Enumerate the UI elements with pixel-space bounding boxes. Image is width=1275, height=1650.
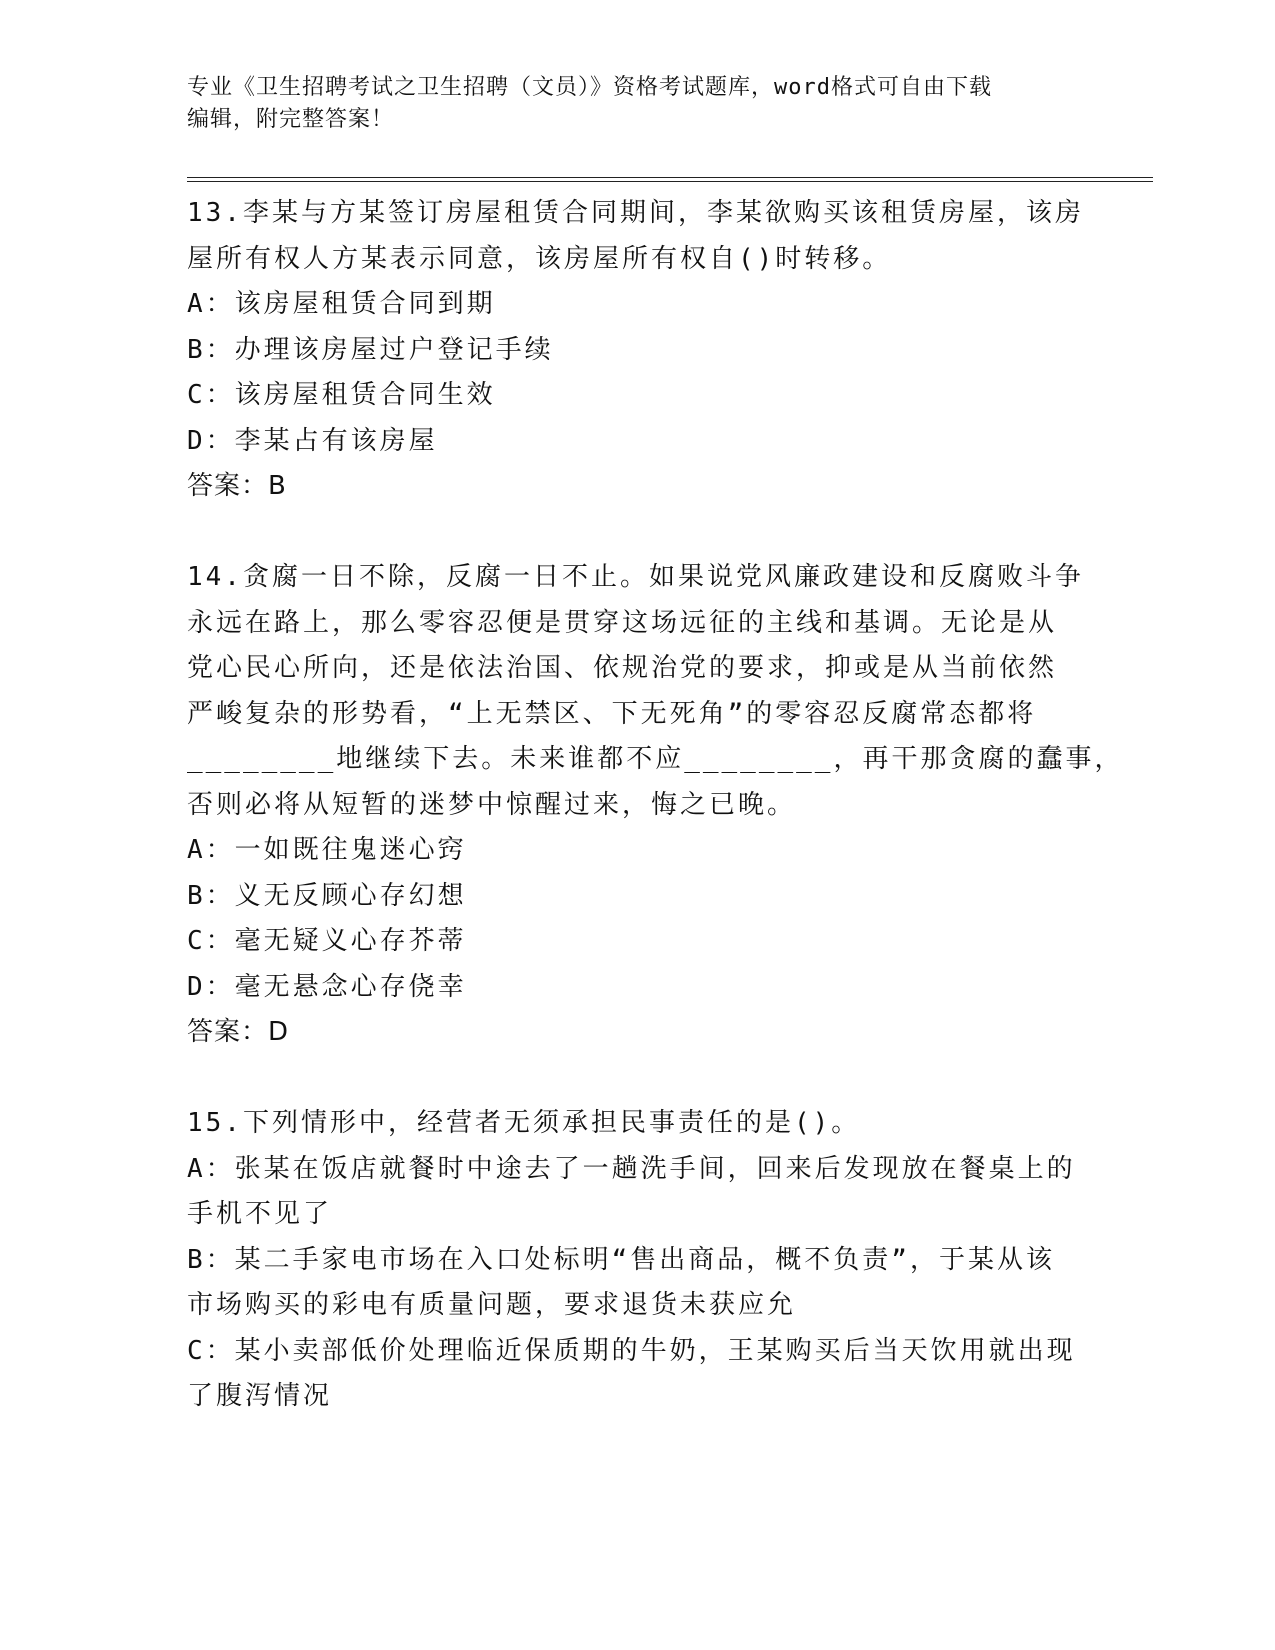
option-c-line: 了腹泻情况 xyxy=(187,1381,333,1411)
option-b: B：办理该房屋过户登记手续 xyxy=(187,334,554,365)
question-stem-line: 14.贪腐一日不除，反腐一日不止。如果说党风廉政建设和反腐败斗争 xyxy=(187,562,1084,592)
option-b-line: B：某二手家电市场在入口处标明“售出商品，概不负责”，于某从该 xyxy=(187,1244,1055,1275)
question-spacer xyxy=(187,510,1087,556)
option-c: C：毫无疑义心存芥蒂 xyxy=(187,926,467,956)
option-a: A：一如既往鬼迷心窍 xyxy=(187,835,467,865)
option-a: A：该房屋租赁合同到期 xyxy=(187,289,496,319)
answer-line: 答案：D xyxy=(187,1017,290,1047)
question-13 xyxy=(187,191,1087,510)
question-stem-line: 永远在路上，那么零容忍便是贯穿这场远征的主线和基调。无论是从 xyxy=(187,607,1058,638)
header-line: 编辑，附完整答案！ xyxy=(187,107,395,132)
question-stem-line: 屋所有权人方某表示同意，该房屋所有权自()时转移。 xyxy=(187,243,892,274)
option-a-line: 手机不见了 xyxy=(187,1199,333,1229)
question-14 xyxy=(187,555,1124,1056)
option-d: D：李某占有该房屋 xyxy=(187,425,438,456)
option-d: D：毫无悬念心存侥幸 xyxy=(187,971,467,1002)
option-b-line: 市场购买的彩电有质量问题，要求退货未获应允 xyxy=(187,1290,797,1320)
answer-line: 答案：B xyxy=(187,471,287,501)
question-stem-line: ________地继续下去。未来谁都不应________，再干那贪腐的蠢事， xyxy=(187,744,1124,774)
option-c: C：该房屋租赁合同生效 xyxy=(187,380,496,410)
header-line: 专业《卫生招聘考试之卫生招聘（文员）》资格考试题库，word格式可自由下载 xyxy=(187,75,992,100)
option-b: B：义无反顾心存幻想 xyxy=(187,880,467,911)
option-a-line: A：张某在饭店就餐时中途去了一趟洗手间，回来后发现放在餐桌上的 xyxy=(187,1153,1076,1184)
question-stem-line: 15.下列情形中，经营者无须承担民事责任的是()。 xyxy=(187,1108,861,1138)
question-stem-line: 否则必将从短暂的迷梦中惊醒过来，悔之已晚。 xyxy=(187,789,797,820)
option-c-line: C：某小卖部低价处理临近保质期的牛奶，王某购买后当天饮用就出现 xyxy=(187,1335,1076,1366)
question-list xyxy=(187,191,1124,1420)
question-stem-line: 党心民心所向，还是依法治国、依规治党的要求，抑或是从当前依然 xyxy=(187,653,1058,683)
question-15 xyxy=(187,1101,1087,1420)
question-stem-line: 严峻复杂的形势看，“上无禁区、下无死角”的零容忍反腐常态都将 xyxy=(187,698,1037,729)
document-header xyxy=(187,72,1087,136)
question-spacer xyxy=(187,1056,1087,1102)
question-stem-line: 13.李某与方某签订房屋租赁合同期间，李某欲购买该租赁房屋，该房 xyxy=(187,198,1084,228)
header-divider xyxy=(187,177,1153,178)
header-divider xyxy=(187,181,1153,182)
